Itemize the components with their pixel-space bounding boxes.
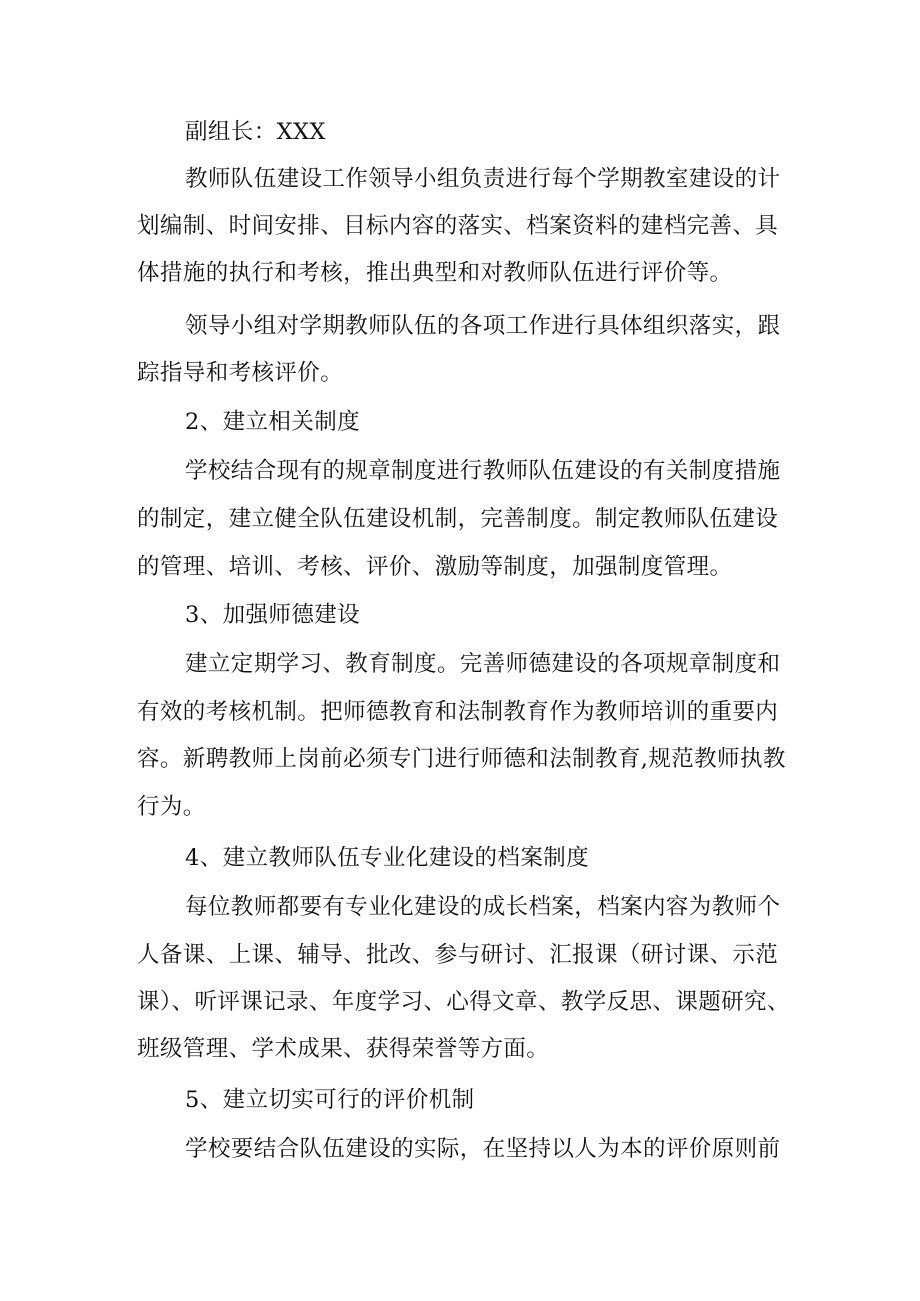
paragraph-line: 体措施的执行和考核，推出典型和对教师队伍进行评价等。 xyxy=(137,260,733,286)
paragraph-line: 建立定期学习、教育制度。完善师德建设的各项规章制度和 xyxy=(185,651,781,677)
paragraph-line: 行为。 xyxy=(137,794,206,820)
section-heading-2: 2、建立相关制度 xyxy=(185,409,361,435)
paragraph-line: 踪指导和考核评价。 xyxy=(137,360,344,386)
paragraph-line: 有效的考核机制。把师德教育和法制教育作为教师培训的重要内 xyxy=(137,699,779,725)
vice-leader-line: 副组长：XXX xyxy=(185,119,326,145)
paragraph-line: 领导小组对学期教师队伍的各项工作进行具体组织落实，跟 xyxy=(185,313,781,339)
section-heading-4: 4、建立教师队伍专业化建设的档案制度 xyxy=(185,845,590,871)
paragraph-line: 班级管理、学术成果、获得荣誉等方面。 xyxy=(137,1036,550,1062)
section-heading-3: 3、加强师德建设 xyxy=(185,602,361,628)
paragraph-line: 每位教师都要有专业化建设的成长档案，档案内容为教师个 xyxy=(185,894,781,920)
paragraph-line: 人备课、上课、辅导、批改、参与研讨、汇报课（研讨课、示范 xyxy=(137,942,779,968)
section-heading-5: 5、建立切实可行的评价机制 xyxy=(185,1087,475,1113)
paragraph-line: 的管理、培训、考核、评价、激励等制度，加强制度管理。 xyxy=(137,554,733,580)
paragraph-line: 学校要结合队伍建设的实际，在坚持以人为本的评价原则前 xyxy=(185,1136,781,1162)
paragraph-line: 课）、听评课记录、年度学习、心得文章、教学反思、课题研究、 xyxy=(137,989,790,1015)
paragraph-line: 的制定，建立健全队伍建设机制，完善制度。制定教师队伍建设 xyxy=(137,506,779,532)
paragraph-line: 学校结合现有的规章制度进行教师队伍建设的有关制度措施 xyxy=(185,458,781,484)
paragraph-line: 教师队伍建设工作领导小组负责进行每个学期教室建设的计 xyxy=(185,166,781,192)
paragraph-line: 容。新聘教师上岗前必须专门进行师德和法制教育,规范教师执教 xyxy=(137,746,786,772)
paragraph-line: 划编制、时间安排、目标内容的落实、档案资料的建档完善、具 xyxy=(137,213,779,239)
